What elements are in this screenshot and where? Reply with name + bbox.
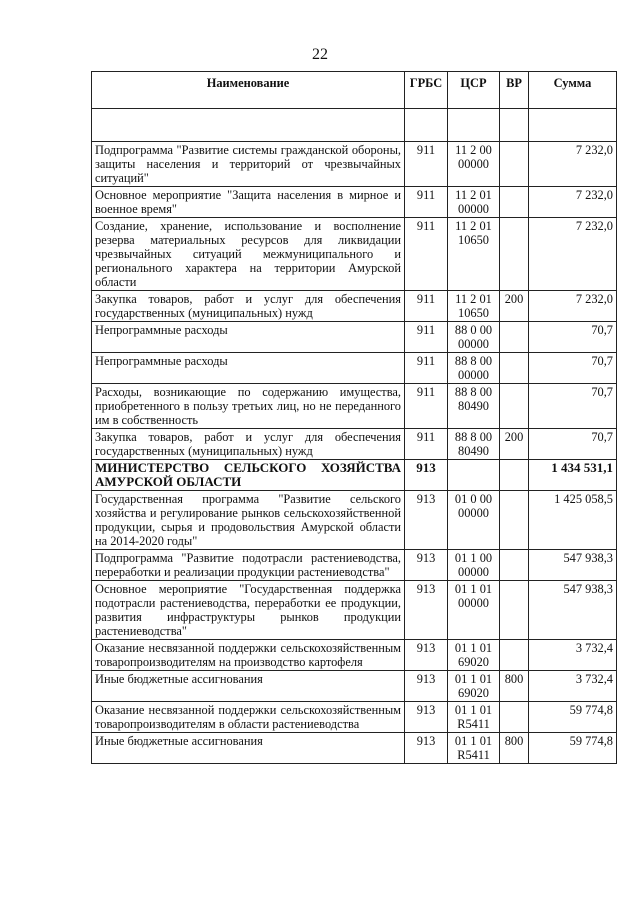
cell-grbs: 913 [405,702,448,733]
cell-grbs: 913 [405,491,448,550]
cell-name: Подпрограмма "Развитие подотрасли растениеводства, переработки и реализации продукции растениеводства" [92,550,405,581]
cell-sum: 70,7 [529,384,617,429]
cell-csr: 88 8 00 80490 [448,429,500,460]
header-csr: ЦСР [448,72,500,109]
cell-grbs: 913 [405,671,448,702]
table-row [92,218,617,291]
cell-name: Государственная программа "Развитие сельского хозяйства и регулирование рынков сельскохозяйственной продукции, сырья и продовольствия Амурской области на 2014-2020 годы" [92,491,405,550]
cell-sum: 59 774,8 [529,702,617,733]
table-row [92,291,617,322]
header-name: Наименование [92,72,405,109]
cell-vr [500,322,529,353]
table-row [92,733,617,764]
cell-grbs: 911 [405,142,448,187]
cell-csr: 88 8 00 00000 [448,353,500,384]
cell-name: Расходы, возникающие по содержанию имущества, приобретенного в пользу третьих лиц, но не переданного им в собственность [92,384,405,429]
cell-grbs: 913 [405,733,448,764]
cell-vr [500,384,529,429]
cell-csr: 11 2 00 00000 [448,142,500,187]
cell-vr [500,187,529,218]
cell-name: МИНИСТЕРСТВО СЕЛЬСКОГО ХОЗЯЙСТВА АМУРСКОЙ ОБЛАСТИ [92,460,405,491]
cell-sum: 7 232,0 [529,142,617,187]
cell-vr [500,142,529,187]
table-row [92,429,617,460]
cell-grbs: 911 [405,384,448,429]
cell-grbs: 911 [405,353,448,384]
spacer-cell [500,109,529,142]
cell-grbs: 911 [405,322,448,353]
cell-vr [500,581,529,640]
spacer-cell [405,109,448,142]
cell-sum: 3 732,4 [529,640,617,671]
spacer-cell [529,109,617,142]
cell-name: Подпрограмма "Развитие системы гражданской обороны, защиты населения и территорий от чрезвычайных ситуаций" [92,142,405,187]
cell-name: Оказание несвязанной поддержки сельскохозяйственным товаропроизводителям в области растениеводства [92,702,405,733]
cell-grbs: 913 [405,581,448,640]
table-header-row [92,72,617,109]
cell-name: Закупка товаров, работ и услуг для обеспечения государственных (муниципальных) нужд [92,429,405,460]
cell-sum: 59 774,8 [529,733,617,764]
cell-grbs: 913 [405,460,448,491]
cell-vr [500,640,529,671]
table-row [92,460,617,491]
table-body [92,142,617,764]
table-row [92,491,617,550]
table-row [92,353,617,384]
cell-grbs: 911 [405,187,448,218]
cell-grbs: 913 [405,640,448,671]
cell-csr [448,460,500,491]
header-grbs: ГРБС [405,72,448,109]
table-row [92,187,617,218]
page-number: 22 [312,46,328,63]
cell-name: Основное мероприятие "Государственная поддержка подотрасли растениеводства, переработки ее продукции, развития инфраструктуры рынков продукции растениеводства" [92,581,405,640]
spacer-cell [92,109,405,142]
cell-sum: 547 938,3 [529,550,617,581]
table-row [92,671,617,702]
cell-csr: 01 1 01 R5411 [448,702,500,733]
cell-name: Оказание несвязанной поддержки сельскохозяйственным товаропроизводителям на производство картофеля [92,640,405,671]
cell-sum: 70,7 [529,322,617,353]
cell-grbs: 911 [405,291,448,322]
cell-csr: 11 2 01 00000 [448,187,500,218]
cell-vr [500,218,529,291]
table-row [92,142,617,187]
cell-vr [500,550,529,581]
cell-name: Непрограммные расходы [92,322,405,353]
table-row [92,581,617,640]
table-row [92,702,617,733]
cell-sum: 7 232,0 [529,218,617,291]
cell-sum: 1 434 531,1 [529,460,617,491]
cell-vr [500,702,529,733]
cell-csr: 01 1 01 69020 [448,671,500,702]
cell-csr: 01 1 01 00000 [448,581,500,640]
table-row [92,640,617,671]
cell-csr: 01 1 01 R5411 [448,733,500,764]
table-row [92,384,617,429]
cell-sum: 7 232,0 [529,291,617,322]
cell-csr: 11 2 01 10650 [448,218,500,291]
budget-table [91,71,617,764]
cell-vr: 200 [500,429,529,460]
cell-grbs: 911 [405,429,448,460]
cell-vr [500,353,529,384]
cell-csr: 11 2 01 10650 [448,291,500,322]
cell-grbs: 911 [405,218,448,291]
cell-name: Непрограммные расходы [92,353,405,384]
cell-sum: 70,7 [529,429,617,460]
cell-sum: 1 425 058,5 [529,491,617,550]
cell-vr: 800 [500,733,529,764]
cell-name: Иные бюджетные ассигнования [92,671,405,702]
header-sum: Сумма [529,72,617,109]
cell-vr: 800 [500,671,529,702]
spacer-cell [448,109,500,142]
cell-vr: 200 [500,291,529,322]
table-row [92,550,617,581]
cell-csr: 01 1 01 69020 [448,640,500,671]
cell-sum: 7 232,0 [529,187,617,218]
cell-name: Закупка товаров, работ и услуг для обеспечения государственных (муниципальных) нужд [92,291,405,322]
cell-name: Создание, хранение, использование и восполнение резерва материальных ресурсов для ликвидации чрезвычайных ситуаций межмуниципального и регионального характера на территории Амурской области [92,218,405,291]
header-vr: ВР [500,72,529,109]
cell-vr [500,491,529,550]
cell-csr: 01 0 00 00000 [448,491,500,550]
cell-grbs: 913 [405,550,448,581]
cell-name: Основное мероприятие "Защита населения в мирное и военное время" [92,187,405,218]
cell-sum: 547 938,3 [529,581,617,640]
cell-vr [500,460,529,491]
table-row [92,322,617,353]
cell-csr: 01 1 00 00000 [448,550,500,581]
cell-csr: 88 8 00 80490 [448,384,500,429]
cell-sum: 3 732,4 [529,671,617,702]
cell-sum: 70,7 [529,353,617,384]
table-spacer-row [92,109,617,142]
cell-csr: 88 0 00 00000 [448,322,500,353]
cell-name: Иные бюджетные ассигнования [92,733,405,764]
